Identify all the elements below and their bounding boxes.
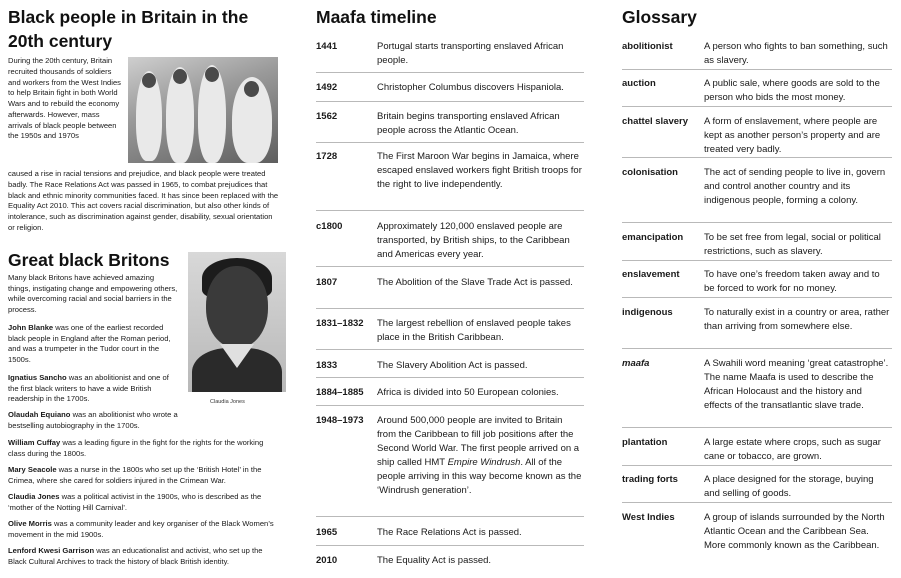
timeline-year: 1831–1832 (316, 318, 364, 329)
person-text: was a political activist in the 1900s, who is described as the ‘mother of the Notting Hill Carnival’. (8, 492, 262, 512)
timeline-row (316, 414, 584, 517)
glossary-definition: To naturally exist in a country or area, rather than arriving from somewhere else. (704, 307, 890, 332)
timeline-year: 1441 (316, 41, 338, 52)
glossary-row (622, 473, 892, 503)
photo-face (206, 266, 268, 348)
glossary-term: emancipation (622, 232, 684, 243)
person-name: Olive Morris (8, 519, 52, 528)
person-text: was an abolitionist and one of the first black writers to have a wide British readership in the 1700s. (8, 373, 169, 403)
timeline-year: 1833 (316, 360, 338, 371)
person-entry (8, 438, 280, 459)
glossary-definition: To be set free from legal, social or political restrictions, such as slavery. (704, 232, 881, 257)
person-entry (8, 465, 280, 486)
glossary-row (622, 40, 892, 70)
photo-caption: Claudia Jones (210, 399, 245, 405)
timeline-row (316, 110, 584, 143)
person-name: John Blanke (8, 323, 54, 332)
section-title: Maafa timeline (316, 7, 437, 27)
timeline-row (316, 276, 584, 309)
timeline-year: 1492 (316, 82, 338, 93)
photo-face (142, 73, 156, 88)
person-name: Claudia Jones (8, 492, 60, 501)
photo-face (205, 67, 219, 82)
timeline-year: 1948–1973 (316, 415, 364, 426)
timeline-event: The Abolition of the Slave Trade Act is passed. (377, 277, 573, 288)
glossary-definition: A public sale, where goods are sold to the person who bids the most money. (704, 78, 880, 103)
photo-face (173, 69, 187, 84)
timeline-year: 1884–1885 (316, 387, 364, 398)
glossary-row (622, 268, 892, 298)
glossary-definition: The act of sending people to live in, govern and control another country and its indigenous people, forming a colony. (704, 167, 886, 206)
timeline-event: The First Maroon War begins in Jamaica, where escaped enslaved workers fight British troops for the right to live independently. (377, 151, 582, 190)
timeline-event: Christopher Columbus discovers Hispaniola. (377, 82, 564, 93)
person-text: was an educationalist and activist, who set up the Black Cultural Archives to track the history of black British identity. (8, 546, 263, 566)
intro-text: During the 20th century, Britain recruited thousands of soldiers and workers from the West Indies to help Britain fight in both World Wars and to rebuild the economy afterwards. However, mass arrivals of black people between the 1950s and 1970s (8, 56, 121, 141)
glossary-term: enslavement (622, 269, 680, 280)
glossary-row (622, 436, 892, 466)
glossary-row (622, 306, 892, 349)
timeline-event: The Slavery Abolition Act is passed. (377, 360, 528, 371)
timeline-event: Portugal starts transporting enslaved African people. (377, 41, 564, 66)
timeline-event (377, 414, 584, 498)
timeline-year: c1800 (316, 221, 343, 232)
timeline-row (316, 554, 584, 574)
glossary-term: maafa (622, 358, 650, 369)
glossary-term: indigenous (622, 307, 673, 318)
glossary-definition: A form of enslavement, where people are kept as another person’s property and are treated very badly. (704, 116, 881, 155)
person-name: William Cuffay (8, 438, 61, 447)
timeline-row (316, 317, 584, 350)
timeline-year: 1728 (316, 151, 338, 162)
glossary-term: chattel slavery (622, 116, 689, 127)
glossary-definition: To have one’s freedom taken away and to be forced to work for no money. (704, 269, 880, 294)
person-text: was an abolitionist who wrote a bestselling autobiography in the 1700s. (8, 410, 178, 430)
glossary-definition: A place designed for the storage, buying and selling of goods. (704, 474, 874, 499)
timeline-year: 2010 (316, 555, 338, 566)
person-entry (8, 373, 176, 405)
timeline-row (316, 359, 584, 378)
timeline-event-text: Around 500,000 people are invited to Britain from the Caribbean to fill job positions after the Second World War. The first people arrived on a ship called HMT (377, 415, 580, 468)
timeline-row (316, 40, 584, 73)
timeline-event: The largest rebellion of enslaved people takes place in the British Caribbean. (377, 318, 571, 343)
glossary-term: colonisation (622, 167, 678, 178)
section-title: Black people in Britain in the 20th century (8, 7, 249, 51)
person-text: was a leading figure in the fight for the rights for the working class during the 1800s. (8, 438, 264, 458)
person-entry (8, 410, 196, 431)
timeline-event: Africa is divided into 50 European colonies. (377, 387, 559, 398)
glossary-row (622, 166, 892, 223)
claudia-jones-photo (188, 252, 286, 392)
timeline-row (316, 386, 584, 406)
section-title: Great black Britons (8, 250, 170, 270)
person-entry (8, 323, 176, 365)
timeline-year: 1965 (316, 527, 338, 538)
person-name: Olaudah Equiano (8, 410, 71, 419)
timeline-row (316, 81, 584, 102)
glossary-row (622, 511, 892, 568)
ship-name: Empire Windrush (447, 457, 521, 468)
glossary-row (622, 115, 892, 158)
photo-face (244, 81, 259, 97)
glossary-definition: A group of islands surrounded by the North Atlantic Ocean and the Caribbean Sea. More commonly known as the Caribbean. (704, 512, 885, 551)
timeline-event: The Equality Act is passed. (377, 555, 492, 566)
timeline-event: Britain begins transporting enslaved African people across the Atlantic Ocean. (377, 111, 560, 136)
person-entry (8, 546, 280, 567)
timeline-event: Approximately 120,000 enslaved people are transported, by British ships, to the Caribbean and Americas every year. (377, 221, 570, 260)
section-title: Glossary (622, 7, 697, 27)
glossary-definition: A person who fights to ban something, such as slavery. (704, 41, 888, 66)
glossary-row (622, 231, 892, 261)
person-text: was a nurse in the 1800s who set up the ‘British Hotel’ in the Crimea, where she cared for soldiers injured in the Crimean War. (8, 465, 262, 485)
glossary-term: trading forts (622, 474, 678, 485)
glossary-term: plantation (622, 437, 668, 448)
timeline-year: 1562 (316, 111, 338, 122)
person-text: was one of the earliest recorded black people in England after the Roman period, and was a trumpeter in the Tudor court in the 1500s. (8, 323, 171, 364)
person-text: was a community leader and key organiser of the Black Women’s movement in the mid 1900s. (8, 519, 274, 539)
intro-text-continued: caused a rise in racial tensions and prejudice, and black people were treated badly. The Race Relations Act was passed in 1965, to combat prejudices that black and ethnic minority communities faced. It has since been replaced with the Equality Act 2010. This act covers racial discrimination, but also other kinds of intolerance, such as discrimination against gender, disability, sexual orientation or religion. (8, 169, 279, 232)
glossary-term: abolitionist (622, 41, 673, 52)
person-name: Ignatius Sancho (8, 373, 67, 382)
glossary-definition: A large estate where crops, such as sugar cane or tobacco, are grown. (704, 437, 881, 462)
glossary-row (622, 77, 892, 107)
person-entry (8, 519, 280, 540)
timeline-year: 1807 (316, 277, 338, 288)
timeline-row (316, 220, 584, 267)
person-name: Lenford Kwesi Garrison (8, 546, 95, 555)
intro-text: Many black Britons have achieved amazing things, instigating change and empowering others, while overcoming racial and social barriers in the process. (8, 273, 178, 314)
glossary-term: auction (622, 78, 656, 89)
glossary-term: West Indies (622, 512, 675, 523)
timeline-event-text: . All of the people arriving in this way become known as the ‘Windrush generation’. (377, 457, 582, 496)
timeline-row (316, 526, 584, 546)
nurses-photo (128, 57, 278, 163)
person-name: Mary Seacole (8, 465, 57, 474)
person-entry (8, 492, 280, 513)
glossary-definition: A Swahili word meaning ‘great catastrophe’. The name Maafa is used to describe the African Holocaust and the history and effects of the transatlantic slave trade. (704, 358, 889, 411)
timeline-event: The Race Relations Act is passed. (377, 527, 522, 538)
glossary-row (622, 357, 892, 428)
timeline-row (316, 150, 584, 211)
